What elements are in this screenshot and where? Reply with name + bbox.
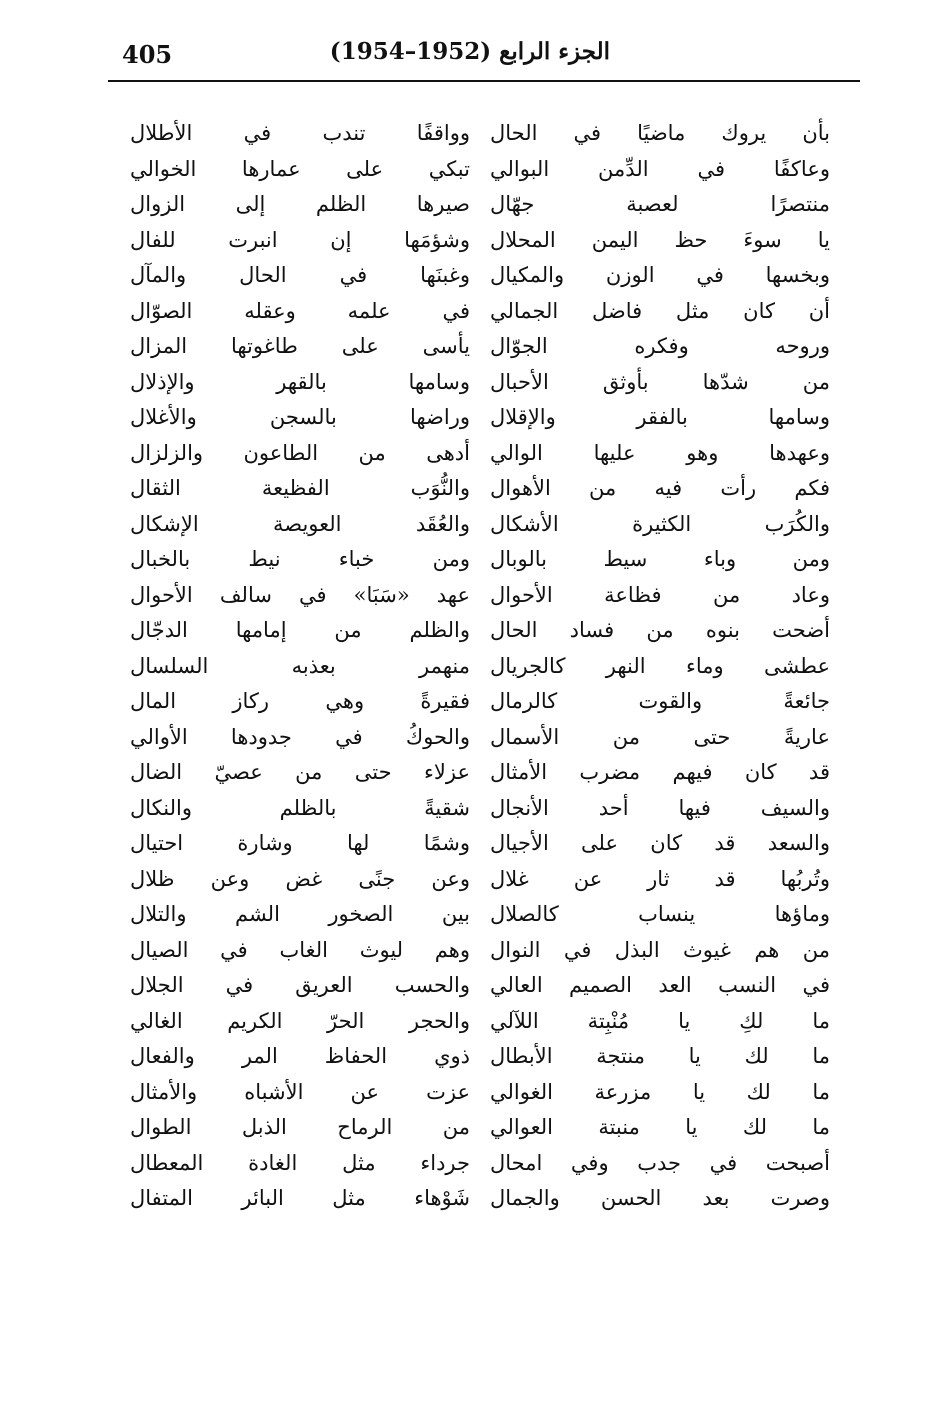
verse-line: وراضها بالسجن والأغلال (130, 405, 470, 429)
verse-line: والعُقَد العويصة الإشكال (130, 511, 470, 536)
verse-line: أن كان مثل فاضل الجمالي (490, 298, 830, 323)
verse-line: وعاد من فظاعة الأحوال (490, 582, 830, 607)
verse-line: من الرماح الذبل الطوال (130, 1115, 470, 1139)
verse-line: والنُّوَب الفظيعة الثقال (130, 476, 470, 500)
verse-line: والسيف فيها أحد الأنجال (490, 795, 830, 820)
verse-line: يأسى على طاغوتها المزال (130, 334, 470, 358)
verse-line: شَوْهاء مثل البائر المتفال (130, 1186, 470, 1210)
verse-line: وتُربُها قد ثار عن غلال (490, 866, 830, 891)
verse-line: فكم رأت فيه من الأهوال (490, 476, 830, 500)
verse-line: وشؤمَها إن انبرت للفال (130, 227, 470, 252)
verse-line: والحوكُ في جدودها الأوالي (130, 724, 470, 749)
verse-line: ما لك يا مزرعة الغوالي (490, 1079, 830, 1104)
verse-line: عاريةً حتى من الأسمال (490, 724, 830, 749)
verse-line: عزلاء حتى من عصيّ الضال (130, 760, 470, 784)
verse-line: والكُرَب الكثيرة الأشكال (490, 511, 830, 536)
verse-line: وسامها بالقهر والإذلال (130, 369, 470, 394)
verse-line: جرداء مثل الغادة المعطال (130, 1150, 470, 1175)
verse-line: يا سوءَ حظ اليمن المحلال (490, 227, 830, 252)
verse-line: من شدّها بأوثق الأحبال (490, 369, 830, 394)
verse-line: ذوي الحفاظ المر والفعال (130, 1044, 470, 1068)
verse-line: في علمه وعقله الصوّال (130, 298, 470, 323)
verse-line: عطشى وماء النهر كالجريال (490, 653, 830, 678)
verse-line: ما لك يا منبتة العوالي (490, 1115, 830, 1139)
verse-line: وبخسها في الوزن والمكيال (490, 263, 830, 287)
verse-line: وماؤها ينساب كالصلال (490, 902, 830, 926)
verse-line: وعهدها وهو عليها الوالي (490, 440, 830, 465)
verse-line: تبكي على عمارها الخوالي (130, 156, 470, 181)
running-title: الجزء الرابع (1952–1954) (329, 38, 610, 65)
verse-line: وروحه وفكره الجوّال (490, 334, 830, 358)
verse-line: فقيرةً وهي ركاز المال (130, 689, 470, 713)
verse-line: وصرت بعد الحسن والجمال (490, 1186, 830, 1210)
verse-line: وعن جنًى غض وعن ظلال (130, 866, 470, 891)
verse-line: أدهى من الطاعون والزلزال (130, 440, 470, 465)
verse-line: وغبنَها في الحال والمآل (130, 263, 470, 287)
verse-line: منهمر بعذبه السلسال (130, 653, 470, 678)
poem-right-column (490, 116, 830, 1217)
verse-line: صيرها الظلم إلى الزوال (130, 192, 470, 216)
verse-line: بين الصخور الشم والتلال (130, 902, 470, 926)
verse-line: ومن وباء سيط بالوبال (490, 547, 830, 571)
verse-line: ومن خباء نيط بالخبال (130, 547, 470, 571)
verse-line: عهد «سَبَا» في سالف الأحوال (130, 582, 470, 607)
verse-line: قد كان فيهم مضرب الأمثال (490, 760, 830, 784)
verse-line: وسامها بالفقر والإقلال (490, 405, 830, 429)
verse-line: بأن يروك ماضيًا في الحال (490, 121, 830, 145)
verse-line: والحجر الحرّ الكريم الغالي (130, 1008, 470, 1033)
page-number: 405 (122, 40, 173, 69)
verse-line: وشمًا لها وشارة احتيال (130, 831, 470, 855)
page-header (108, 32, 860, 82)
verse-line: والسعد قد كان على الأجيال (490, 831, 830, 855)
verse-line: عزت عن الأشباه والأمثال (130, 1079, 470, 1104)
verse-line: وعاكفًا في الدِّمن البوالي (490, 156, 830, 181)
verse-line: في النسب العد الصميم العالي (490, 973, 830, 997)
verse-line: منتصرًا لعصبة جهّال (490, 192, 830, 216)
verse-line: أضحت بنوه من فساد الحال (490, 618, 830, 642)
verse-line: ما لك يا منتجة الأبطال (490, 1044, 830, 1068)
verse-line: شقيةً بالظلم والنكال (130, 795, 470, 820)
verse-line: وواقفًا تندب في الأطلال (130, 121, 470, 145)
poem-body (130, 116, 830, 1296)
poem-left-column (130, 116, 470, 1217)
verse-line: والحسب العريق في الجلال (130, 973, 470, 997)
verse-line: أصبحت في جدب وفي امحال (490, 1150, 830, 1175)
verse-line: جائعةً والقوت كالرمال (490, 689, 830, 713)
verse-line: ما لكِ يا مُنْبِتة اللآلي (490, 1008, 830, 1033)
verse-line: من هم غيوث البذل في النوال (490, 937, 830, 962)
verse-line: وهم ليوث الغاب في الصيال (130, 937, 470, 962)
verse-line: والظلم من إمامها الدجّال (130, 618, 470, 642)
